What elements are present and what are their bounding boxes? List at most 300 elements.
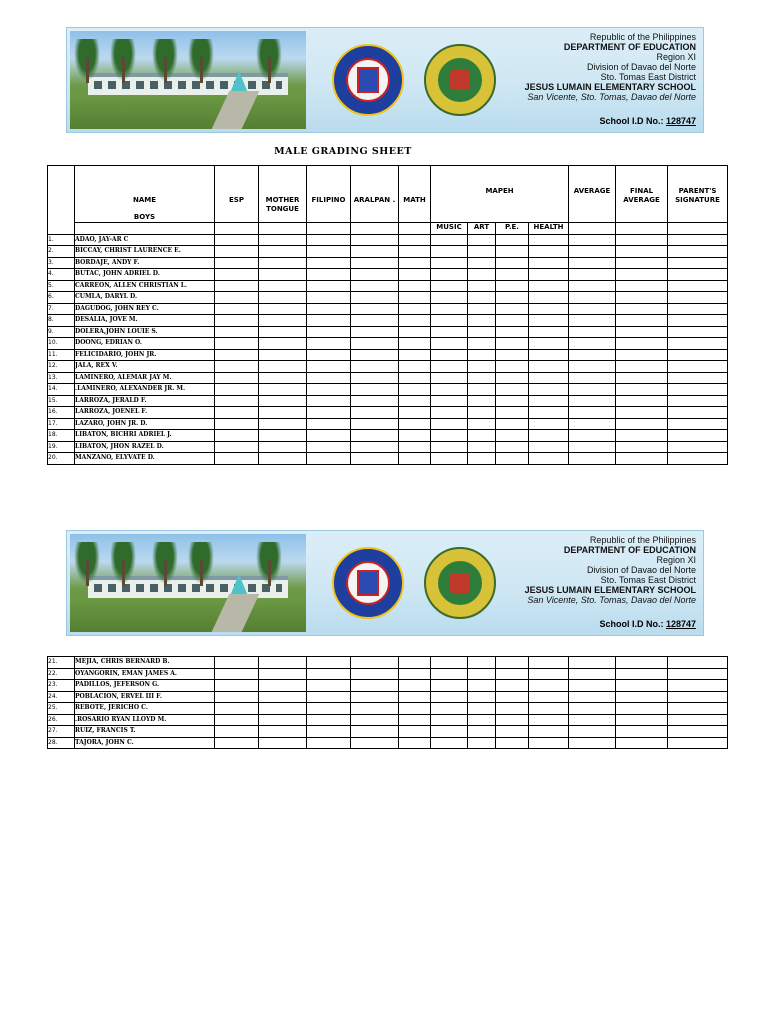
grade-cell[interactable] [215, 703, 259, 715]
grade-cell[interactable] [668, 668, 728, 680]
grade-cell[interactable] [215, 349, 259, 361]
grade-cell[interactable] [569, 384, 616, 396]
grade-cell[interactable] [496, 280, 529, 292]
grade-cell[interactable] [215, 384, 259, 396]
grade-cell[interactable] [259, 668, 307, 680]
grade-cell[interactable] [307, 430, 351, 442]
grade-cell[interactable] [307, 441, 351, 453]
grade-cell[interactable] [668, 703, 728, 715]
grade-cell[interactable] [215, 292, 259, 304]
grade-cell[interactable] [468, 246, 496, 258]
grade-cell[interactable] [215, 453, 259, 465]
grade-cell[interactable] [399, 338, 431, 350]
grade-cell[interactable] [668, 349, 728, 361]
grade-cell[interactable] [569, 680, 616, 692]
grade-cell[interactable] [529, 691, 569, 703]
grade-cell[interactable] [351, 269, 399, 281]
grade-cell[interactable] [616, 407, 668, 419]
grade-cell[interactable] [259, 326, 307, 338]
grade-cell[interactable] [569, 691, 616, 703]
grade-cell[interactable] [616, 395, 668, 407]
grade-cell[interactable] [431, 246, 468, 258]
grade-cell[interactable] [431, 430, 468, 442]
grade-cell[interactable] [307, 234, 351, 246]
grade-cell[interactable] [529, 703, 569, 715]
grade-cell[interactable] [431, 453, 468, 465]
grade-cell[interactable] [259, 372, 307, 384]
grade-cell[interactable] [468, 372, 496, 384]
grade-cell[interactable] [496, 680, 529, 692]
grade-cell[interactable] [616, 737, 668, 749]
grade-cell[interactable] [668, 361, 728, 373]
grade-cell[interactable] [259, 737, 307, 749]
grade-cell[interactable] [668, 407, 728, 419]
grade-cell[interactable] [616, 292, 668, 304]
grade-cell[interactable] [215, 372, 259, 384]
grade-cell[interactable] [399, 714, 431, 726]
grade-cell[interactable] [468, 418, 496, 430]
grade-cell[interactable] [616, 280, 668, 292]
grade-cell[interactable] [259, 280, 307, 292]
grade-cell[interactable] [468, 269, 496, 281]
grade-cell[interactable] [215, 257, 259, 269]
grade-cell[interactable] [529, 349, 569, 361]
grade-cell[interactable] [529, 737, 569, 749]
grade-cell[interactable] [468, 668, 496, 680]
grade-cell[interactable] [351, 726, 399, 738]
grade-cell[interactable] [496, 372, 529, 384]
grade-cell[interactable] [431, 349, 468, 361]
grade-cell[interactable] [399, 395, 431, 407]
grade-cell[interactable] [616, 269, 668, 281]
grade-cell[interactable] [399, 349, 431, 361]
grade-cell[interactable] [496, 726, 529, 738]
grade-cell[interactable] [259, 269, 307, 281]
grade-cell[interactable] [529, 292, 569, 304]
grade-cell[interactable] [668, 280, 728, 292]
grade-cell[interactable] [259, 395, 307, 407]
grade-cell[interactable] [399, 384, 431, 396]
grade-cell[interactable] [468, 703, 496, 715]
grade-cell[interactable] [431, 303, 468, 315]
grade-cell[interactable] [496, 430, 529, 442]
grade-cell[interactable] [668, 326, 728, 338]
grade-cell[interactable] [496, 703, 529, 715]
grade-cell[interactable] [468, 680, 496, 692]
grade-cell[interactable] [496, 326, 529, 338]
grade-cell[interactable] [307, 292, 351, 304]
grade-cell[interactable] [468, 292, 496, 304]
grade-cell[interactable] [529, 372, 569, 384]
grade-cell[interactable] [431, 441, 468, 453]
grade-cell[interactable] [399, 257, 431, 269]
grade-cell[interactable] [307, 257, 351, 269]
grade-cell[interactable] [529, 384, 569, 396]
grade-cell[interactable] [351, 714, 399, 726]
grade-cell[interactable] [215, 234, 259, 246]
grade-cell[interactable] [215, 246, 259, 258]
grade-cell[interactable] [307, 384, 351, 396]
grade-cell[interactable] [399, 315, 431, 327]
grade-cell[interactable] [529, 657, 569, 669]
grade-cell[interactable] [399, 280, 431, 292]
grade-cell[interactable] [529, 303, 569, 315]
grade-cell[interactable] [569, 703, 616, 715]
grade-cell[interactable] [668, 714, 728, 726]
grade-cell[interactable] [307, 453, 351, 465]
grade-cell[interactable] [259, 453, 307, 465]
grade-cell[interactable] [431, 714, 468, 726]
grade-cell[interactable] [307, 326, 351, 338]
grade-cell[interactable] [529, 269, 569, 281]
grade-cell[interactable] [468, 657, 496, 669]
grade-cell[interactable] [259, 657, 307, 669]
grade-cell[interactable] [668, 453, 728, 465]
grade-cell[interactable] [496, 714, 529, 726]
grade-cell[interactable] [569, 453, 616, 465]
grade-cell[interactable] [307, 737, 351, 749]
grade-cell[interactable] [668, 418, 728, 430]
grade-cell[interactable] [529, 361, 569, 373]
grade-cell[interactable] [351, 737, 399, 749]
grade-cell[interactable] [351, 246, 399, 258]
grade-cell[interactable] [351, 326, 399, 338]
grade-cell[interactable] [496, 292, 529, 304]
grade-cell[interactable] [496, 418, 529, 430]
grade-cell[interactable] [307, 303, 351, 315]
grade-cell[interactable] [307, 714, 351, 726]
grade-cell[interactable] [616, 703, 668, 715]
grade-cell[interactable] [431, 326, 468, 338]
grade-cell[interactable] [668, 737, 728, 749]
grade-cell[interactable] [215, 280, 259, 292]
grade-cell[interactable] [468, 726, 496, 738]
grade-cell[interactable] [529, 430, 569, 442]
grade-cell[interactable] [529, 257, 569, 269]
grade-cell[interactable] [616, 714, 668, 726]
grade-cell[interactable] [399, 703, 431, 715]
grade-cell[interactable] [307, 361, 351, 373]
grade-cell[interactable] [569, 292, 616, 304]
grade-cell[interactable] [307, 680, 351, 692]
grade-cell[interactable] [496, 269, 529, 281]
grade-cell[interactable] [529, 418, 569, 430]
grade-cell[interactable] [569, 726, 616, 738]
grade-cell[interactable] [351, 315, 399, 327]
grade-cell[interactable] [468, 395, 496, 407]
grade-cell[interactable] [668, 726, 728, 738]
grade-cell[interactable] [529, 441, 569, 453]
grade-cell[interactable] [668, 430, 728, 442]
grade-cell[interactable] [307, 280, 351, 292]
grade-cell[interactable] [307, 315, 351, 327]
grade-cell[interactable] [259, 349, 307, 361]
grade-cell[interactable] [569, 372, 616, 384]
grade-cell[interactable] [215, 338, 259, 350]
grade-cell[interactable] [468, 234, 496, 246]
grade-cell[interactable] [529, 453, 569, 465]
grade-cell[interactable] [399, 737, 431, 749]
grade-cell[interactable] [431, 384, 468, 396]
grade-cell[interactable] [468, 338, 496, 350]
grade-cell[interactable] [259, 691, 307, 703]
grade-cell[interactable] [496, 303, 529, 315]
grade-cell[interactable] [569, 234, 616, 246]
grade-cell[interactable] [569, 361, 616, 373]
grade-cell[interactable] [496, 349, 529, 361]
grade-cell[interactable] [351, 349, 399, 361]
grade-cell[interactable] [399, 668, 431, 680]
grade-cell[interactable] [616, 234, 668, 246]
grade-cell[interactable] [259, 234, 307, 246]
grade-cell[interactable] [468, 361, 496, 373]
grade-cell[interactable] [616, 372, 668, 384]
grade-cell[interactable] [259, 680, 307, 692]
grade-cell[interactable] [496, 395, 529, 407]
grade-cell[interactable] [215, 269, 259, 281]
grade-cell[interactable] [616, 349, 668, 361]
grade-cell[interactable] [399, 303, 431, 315]
grade-cell[interactable] [468, 453, 496, 465]
grade-cell[interactable] [351, 691, 399, 703]
grade-cell[interactable] [431, 726, 468, 738]
grade-cell[interactable] [616, 657, 668, 669]
grade-cell[interactable] [431, 737, 468, 749]
grade-cell[interactable] [569, 441, 616, 453]
grade-cell[interactable] [215, 691, 259, 703]
grade-cell[interactable] [215, 657, 259, 669]
grade-cell[interactable] [616, 303, 668, 315]
grade-cell[interactable] [351, 395, 399, 407]
grade-cell[interactable] [259, 246, 307, 258]
grade-cell[interactable] [259, 303, 307, 315]
grade-cell[interactable] [399, 326, 431, 338]
grade-cell[interactable] [468, 737, 496, 749]
grade-cell[interactable] [259, 703, 307, 715]
grade-cell[interactable] [307, 703, 351, 715]
grade-cell[interactable] [307, 269, 351, 281]
grade-cell[interactable] [307, 691, 351, 703]
grade-cell[interactable] [215, 326, 259, 338]
grade-cell[interactable] [529, 726, 569, 738]
grade-cell[interactable] [569, 657, 616, 669]
grade-cell[interactable] [399, 441, 431, 453]
grade-cell[interactable] [468, 430, 496, 442]
grade-cell[interactable] [496, 361, 529, 373]
grade-cell[interactable] [496, 441, 529, 453]
grade-cell[interactable] [307, 372, 351, 384]
grade-cell[interactable] [399, 269, 431, 281]
grade-cell[interactable] [569, 407, 616, 419]
grade-cell[interactable] [431, 372, 468, 384]
grade-cell[interactable] [431, 234, 468, 246]
grade-cell[interactable] [616, 315, 668, 327]
grade-cell[interactable] [307, 418, 351, 430]
grade-cell[interactable] [496, 691, 529, 703]
grade-cell[interactable] [529, 326, 569, 338]
grade-cell[interactable] [215, 441, 259, 453]
grade-cell[interactable] [351, 453, 399, 465]
grade-cell[interactable] [307, 726, 351, 738]
grade-cell[interactable] [496, 453, 529, 465]
grade-cell[interactable] [351, 257, 399, 269]
grade-cell[interactable] [529, 714, 569, 726]
grade-cell[interactable] [616, 430, 668, 442]
grade-cell[interactable] [569, 257, 616, 269]
grade-cell[interactable] [468, 257, 496, 269]
grade-cell[interactable] [668, 395, 728, 407]
grade-cell[interactable] [399, 246, 431, 258]
grade-cell[interactable] [616, 338, 668, 350]
grade-cell[interactable] [668, 303, 728, 315]
grade-cell[interactable] [399, 453, 431, 465]
grade-cell[interactable] [399, 680, 431, 692]
grade-cell[interactable] [259, 292, 307, 304]
grade-cell[interactable] [215, 714, 259, 726]
grade-cell[interactable] [496, 737, 529, 749]
grade-cell[interactable] [616, 361, 668, 373]
grade-cell[interactable] [215, 737, 259, 749]
grade-cell[interactable] [529, 680, 569, 692]
grade-cell[interactable] [215, 668, 259, 680]
grade-cell[interactable] [468, 315, 496, 327]
grade-cell[interactable] [668, 292, 728, 304]
grade-cell[interactable] [307, 668, 351, 680]
grade-cell[interactable] [431, 668, 468, 680]
grade-cell[interactable] [529, 395, 569, 407]
grade-cell[interactable] [259, 441, 307, 453]
grade-cell[interactable] [351, 430, 399, 442]
grade-cell[interactable] [468, 691, 496, 703]
grade-cell[interactable] [351, 234, 399, 246]
grade-cell[interactable] [616, 680, 668, 692]
grade-cell[interactable] [399, 292, 431, 304]
grade-cell[interactable] [399, 234, 431, 246]
grade-cell[interactable] [431, 395, 468, 407]
grade-cell[interactable] [399, 657, 431, 669]
grade-cell[interactable] [668, 257, 728, 269]
grade-cell[interactable] [431, 338, 468, 350]
grade-cell[interactable] [569, 349, 616, 361]
grade-cell[interactable] [569, 395, 616, 407]
grade-cell[interactable] [215, 407, 259, 419]
grade-cell[interactable] [431, 691, 468, 703]
grade-cell[interactable] [307, 349, 351, 361]
grade-cell[interactable] [668, 315, 728, 327]
grade-cell[interactable] [468, 280, 496, 292]
grade-cell[interactable] [431, 407, 468, 419]
grade-cell[interactable] [259, 338, 307, 350]
grade-cell[interactable] [399, 372, 431, 384]
grade-cell[interactable] [399, 407, 431, 419]
grade-cell[interactable] [668, 657, 728, 669]
grade-cell[interactable] [529, 315, 569, 327]
grade-cell[interactable] [529, 280, 569, 292]
grade-cell[interactable] [569, 280, 616, 292]
grade-cell[interactable] [431, 315, 468, 327]
grade-cell[interactable] [259, 361, 307, 373]
grade-cell[interactable] [668, 338, 728, 350]
grade-cell[interactable] [496, 657, 529, 669]
grade-cell[interactable] [496, 338, 529, 350]
grade-cell[interactable] [496, 246, 529, 258]
grade-cell[interactable] [399, 691, 431, 703]
grade-cell[interactable] [351, 338, 399, 350]
grade-cell[interactable] [616, 246, 668, 258]
grade-cell[interactable] [431, 280, 468, 292]
grade-cell[interactable] [569, 714, 616, 726]
grade-cell[interactable] [351, 303, 399, 315]
grade-cell[interactable] [259, 726, 307, 738]
grade-cell[interactable] [307, 407, 351, 419]
grade-cell[interactable] [616, 384, 668, 396]
grade-cell[interactable] [351, 292, 399, 304]
grade-cell[interactable] [569, 315, 616, 327]
grade-cell[interactable] [616, 257, 668, 269]
grade-cell[interactable] [215, 726, 259, 738]
grade-cell[interactable] [351, 407, 399, 419]
grade-cell[interactable] [468, 349, 496, 361]
grade-cell[interactable] [215, 361, 259, 373]
grade-cell[interactable] [569, 303, 616, 315]
grade-cell[interactable] [616, 418, 668, 430]
grade-cell[interactable] [668, 441, 728, 453]
grade-cell[interactable] [668, 269, 728, 281]
grade-cell[interactable] [468, 441, 496, 453]
grade-cell[interactable] [307, 657, 351, 669]
grade-cell[interactable] [351, 361, 399, 373]
grade-cell[interactable] [668, 680, 728, 692]
grade-cell[interactable] [351, 418, 399, 430]
grade-cell[interactable] [529, 668, 569, 680]
grade-cell[interactable] [431, 703, 468, 715]
grade-cell[interactable] [496, 315, 529, 327]
grade-cell[interactable] [399, 361, 431, 373]
grade-cell[interactable] [307, 338, 351, 350]
grade-cell[interactable] [431, 361, 468, 373]
grade-cell[interactable] [529, 407, 569, 419]
grade-cell[interactable] [259, 315, 307, 327]
grade-cell[interactable] [351, 657, 399, 669]
grade-cell[interactable] [569, 737, 616, 749]
grade-cell[interactable] [616, 668, 668, 680]
grade-cell[interactable] [259, 418, 307, 430]
grade-cell[interactable] [668, 691, 728, 703]
grade-cell[interactable] [215, 303, 259, 315]
grade-cell[interactable] [569, 418, 616, 430]
grade-cell[interactable] [616, 691, 668, 703]
grade-cell[interactable] [351, 384, 399, 396]
grade-cell[interactable] [496, 668, 529, 680]
grade-cell[interactable] [569, 338, 616, 350]
grade-cell[interactable] [569, 326, 616, 338]
grade-cell[interactable] [616, 441, 668, 453]
grade-cell[interactable] [215, 395, 259, 407]
grade-cell[interactable] [616, 326, 668, 338]
grade-cell[interactable] [259, 430, 307, 442]
grade-cell[interactable] [307, 395, 351, 407]
grade-cell[interactable] [399, 726, 431, 738]
grade-cell[interactable] [215, 315, 259, 327]
grade-cell[interactable] [399, 418, 431, 430]
grade-cell[interactable] [668, 246, 728, 258]
grade-cell[interactable] [468, 384, 496, 396]
grade-cell[interactable] [351, 280, 399, 292]
grade-cell[interactable] [468, 407, 496, 419]
grade-cell[interactable] [351, 372, 399, 384]
grade-cell[interactable] [496, 257, 529, 269]
grade-cell[interactable] [431, 418, 468, 430]
